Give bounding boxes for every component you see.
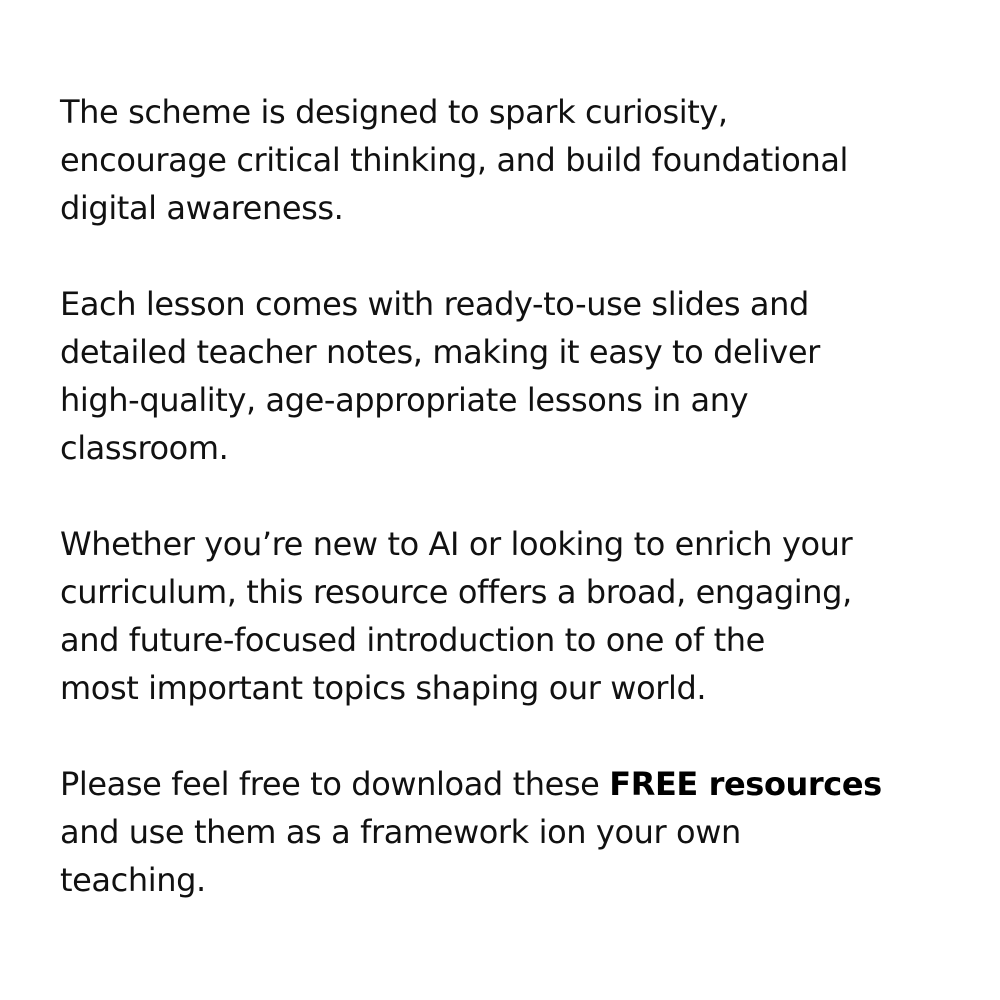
text-line: Whether you’re new to AI or looking to enrich your xyxy=(60,525,853,563)
text-line: Each lesson comes with ready-to-use slides and xyxy=(60,285,809,323)
paragraph-scheme-intro xyxy=(60,88,960,232)
document-body xyxy=(60,88,960,904)
text-line: detailed teacher notes, making it easy to deliver xyxy=(60,333,820,371)
text-line: and future-focused introduction to one of the xyxy=(60,621,765,659)
text-line: and use them as a framework ion your own xyxy=(60,813,741,851)
text-line: digital awareness. xyxy=(60,189,344,227)
text-line: teaching. xyxy=(60,861,206,899)
paragraph-audience xyxy=(60,520,960,712)
text-line: The scheme is designed to spark curiosity, xyxy=(60,93,728,131)
paragraph-download-invite xyxy=(60,760,960,904)
text-line: curriculum, this resource offers a broad, engaging, xyxy=(60,573,852,611)
text-line: encourage critical thinking, and build foundational xyxy=(60,141,849,179)
text-line xyxy=(60,760,960,808)
text-line: high-quality, age-appropriate lessons in any xyxy=(60,381,749,419)
paragraph-lesson-materials xyxy=(60,280,960,472)
text-line: classroom. xyxy=(60,429,229,467)
free-resources-emphasis: FREE resources xyxy=(609,765,882,803)
text-line: most important topics shaping our world. xyxy=(60,669,707,707)
download-invite-text: Please feel free to download these xyxy=(60,765,610,803)
